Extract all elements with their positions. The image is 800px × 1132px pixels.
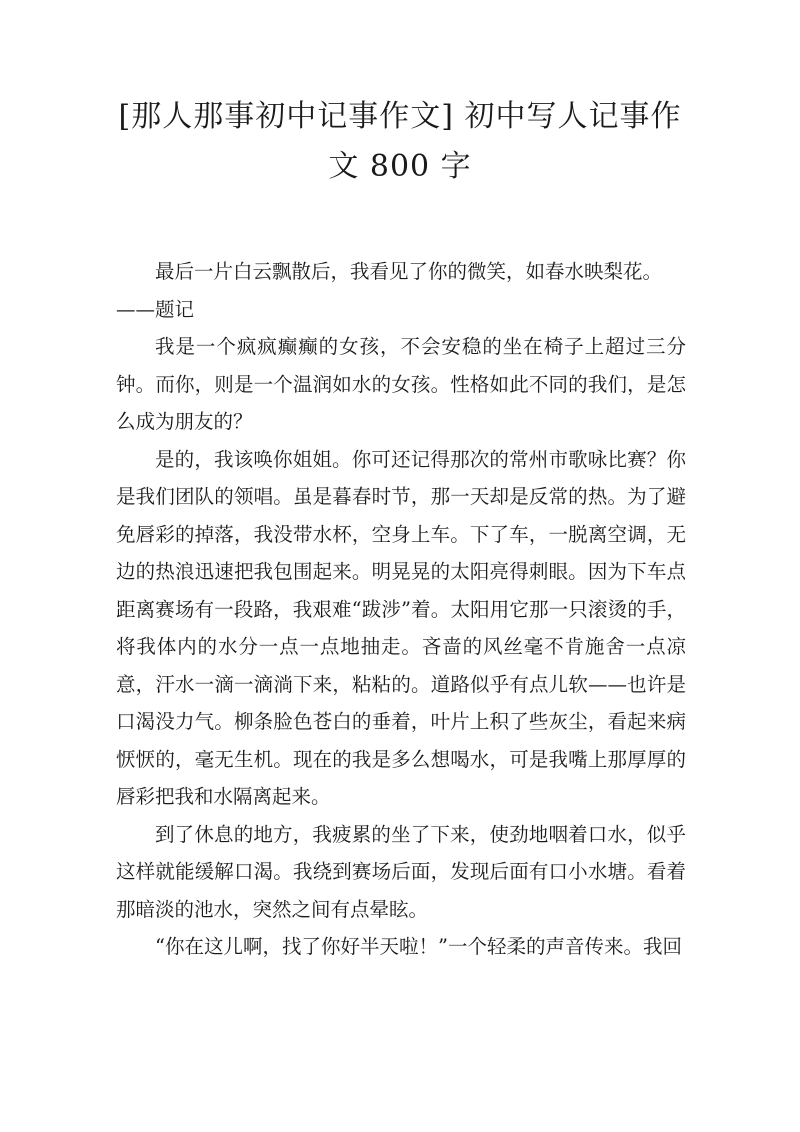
- paragraph: 是的，我该唤你姐姐。你可还记得那次的常州市歌咏比赛？你是我们团队的领唱。虽是暮春时节，那一天却是反常的热。为了避免唇彩的掉落，我没带水杯，空身上车。下了车，一脱离空调，无边的热浪迅速把我包围起来。明晃晃的太阳亮得刺眼。因为下车点距离赛场有一段路，我艰难“跋涉”着。太阳用它那一只滚烫的手，将我体内的水分一点一点地抽走。吝啬的风丝毫不肯施舍一点凉意，汗水一滴一滴淌下来，粘粘的。道路似乎有点儿软——也许是口渴没力气。柳条脸色苍白的垂着，叶片上积了些灰尘，看起来病恹恹的，毫无生机。现在的我是多么想喝水，可是我嘴上那厚厚的唇彩把我和水隔离起来。: [116, 447, 686, 808]
- title-line-2: 文 800 字: [328, 149, 472, 184]
- essay-body: [116, 253, 686, 966]
- paragraph-epigraph-signature: ——题记: [116, 297, 195, 321]
- paragraph-epigraph: 最后一片白云飘散后，我看见了你的微笑，如春水映梨花。: [155, 260, 663, 283]
- paragraph: “你在这儿啊，找了你好半天啦！”一个轻柔的声音传来。我回: [155, 935, 682, 958]
- title-line-1: [那人那事初中记事作文] 初中写人记事作: [118, 99, 682, 134]
- document-title: [110, 92, 690, 192]
- paragraph: 到了休息的地方，我疲累的坐了下来，使劲地咽着口水，似乎这样就能缓解口渴。我绕到赛场后面，发现后面有口小水塘。看着那暗淡的池水，突然之间有点晕眩。: [116, 822, 686, 921]
- paragraph: 我是一个疯疯癫癫的女孩，不会安稳的坐在椅子上超过三分钟。而你，则是一个温润如水的女孩。性格如此不同的我们，是怎么成为朋友的？: [116, 335, 686, 433]
